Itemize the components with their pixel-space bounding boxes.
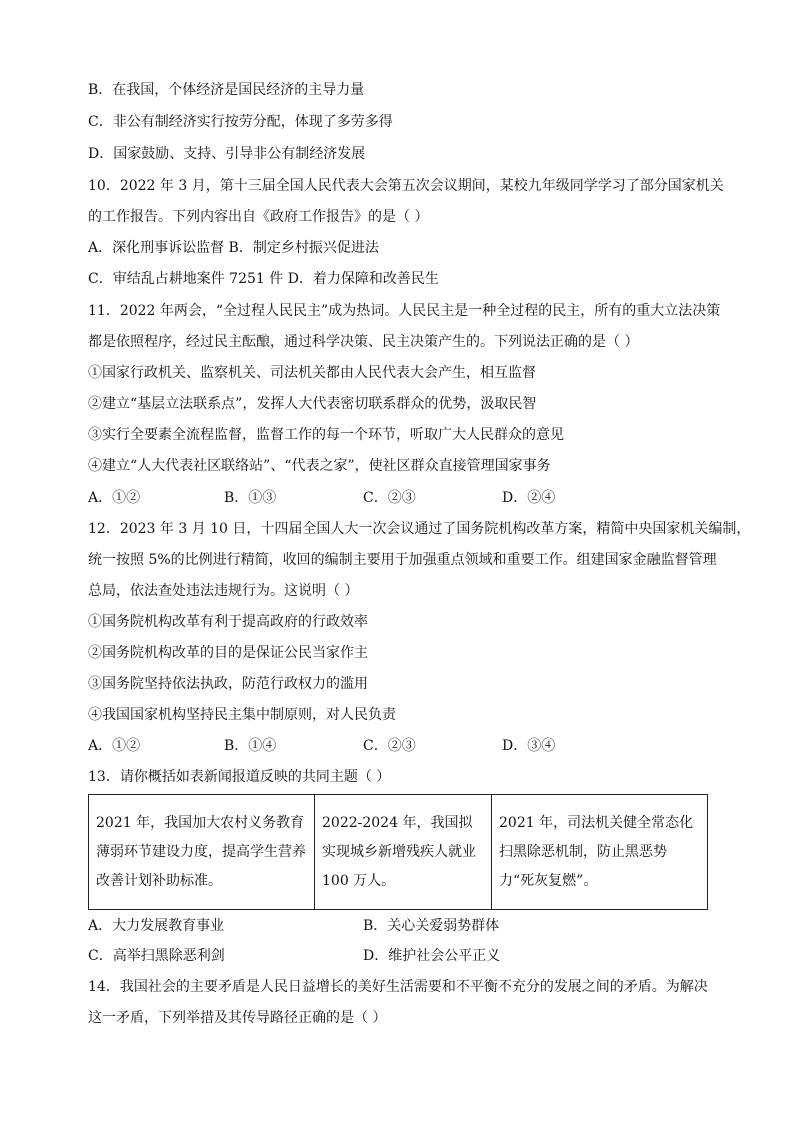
table-row [89, 795, 708, 910]
q11-stem-line-2: 都是依照程序，经过民主酝酿，通过科学决策、民主决策产生的。下列说法正确的是（ ） [88, 334, 639, 350]
q10-options-line-2: C．审结乱占耕地案件 7251 件 D．着力保障和改善民生 [88, 271, 439, 287]
q13-option-b: B．关心关爱弱势群体 [363, 918, 500, 934]
q11-statement-3: ③实行全要素全流程监督，监督工作的每一个环节，听取广大人民群众的意见 [88, 427, 564, 443]
q14-stem-line-1: 14．我国社会的主要矛盾是人民日益增长的美好生活需要和不平衡不充分的发展之间的矛盾。为解决 [88, 979, 708, 995]
q11-statement-1: ①国家行政机关、监察机关、司法机关都由人民代表大会产生，相互监督 [88, 365, 536, 381]
q12-statement-1: ①国务院机构改革有利于提高政府的行政效率 [88, 614, 368, 630]
q12-statement-4: ④我国国家机构坚持民主集中制原则，对人民负责 [88, 707, 396, 723]
q12-stem-line-3: 总局，依法查处违法违规行为。这说明（ ） [88, 583, 359, 599]
q11-statement-4: ④建立“人大代表社区联络站”、“代表之家”，使社区群众直接管理国家事务 [88, 458, 551, 474]
q10-stem-line-1: 10．2022 年 3 月，第十三届全国人民代表大会第五次会议期间，某校九年级同学学习了部分国家机关 [88, 178, 724, 194]
q11-option-b: B．①③ [224, 490, 277, 506]
q9-option-b: B．在我国，个体经济是国民经济的主导力量 [88, 82, 365, 98]
q10-options-line-1: A．深化刑事诉讼监督 B．制定乡村振兴促进法 [88, 240, 379, 256]
q12-stem-line-2: 统一按照 5%的比例进行精简，收回的编制主要用于加强重点领域和重要工作。组建国家金融监督管理 [88, 552, 717, 568]
q11-option-a: A．①② [88, 490, 141, 506]
q14-stem-line-2: 这一矛盾，下列举措及其传导路径正确的是（ ） [88, 1010, 387, 1026]
q12-option-c: C．②③ [363, 738, 416, 754]
q9-option-c: C．非公有制经济实行按劳分配，体现了多劳多得 [88, 114, 393, 130]
table-cell-1: 2021 年，我国加大农村义务教育薄弱环节建设力度，提高学生营养改善计划补助标准。 [89, 795, 315, 910]
q12-option-b: B．①④ [224, 738, 277, 754]
q12-option-a: A．①② [88, 738, 141, 754]
q12-statement-2: ②国务院机构改革的目的是保证公民当家作主 [88, 645, 368, 661]
q12-statement-3: ③国务院坚持依法执政，防范行政权力的滥用 [88, 676, 368, 692]
news-table [88, 794, 708, 910]
q10-stem-line-2: 的工作报告。下列内容出自《政府工作报告》的是（ ） [88, 209, 429, 225]
q12-option-d: D．③④ [502, 738, 556, 754]
q11-statement-2: ②建立“基层立法联系点”，发挥人大代表密切联系群众的优势，汲取民智 [88, 396, 537, 412]
q11-option-c: C．②③ [363, 490, 416, 506]
q12-stem-line-1: 12．2023 年 3 月 10 日，十四届全国人大一次会议通过了国务院机构改革方案，精简中央国家机关编制， [88, 521, 751, 537]
q13-option-c: C．高举扫黑除恶利剑 [88, 948, 225, 964]
q11-stem-line-1: 11．2022 年两会，“全过程人民民主”成为热词。人民民主是一种全过程的民主，所有的重大立法决策 [88, 303, 721, 319]
q13-option-a: A．大力发展教育事业 [88, 918, 225, 934]
q11-option-d: D．②④ [502, 490, 556, 506]
q13-stem: 13．请你概括如表新闻报道反映的共同主题（ ） [88, 769, 391, 785]
table-cell-3: 2021 年，司法机关健全常态化扫黑除恶机制，防止黑恶势力“死灰复燃”。 [492, 795, 708, 910]
table-cell-2: 2022-2024 年，我国拟实现城乡新增残疾人就业 100 万人。 [315, 795, 492, 910]
q9-option-d: D．国家鼓励、支持、引导非公有制经济发展 [88, 146, 366, 162]
q13-option-d: D．维护社会公平正义 [363, 948, 501, 964]
